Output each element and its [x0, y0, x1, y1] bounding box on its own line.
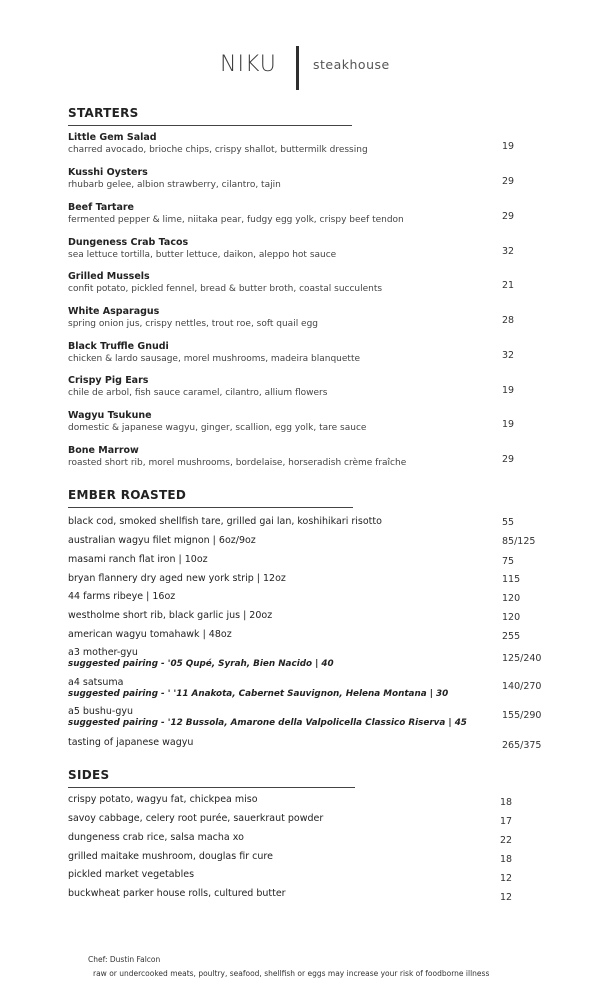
- menu-item-price: 22: [500, 835, 513, 846]
- menu-row: grilled maitake mushroom, douglas fir cure: [68, 851, 273, 862]
- menu-item-price: 18: [500, 797, 513, 808]
- menu-row: black cod, smoked shellfish tare, grilled gai lan, koshihikari risotto: [68, 516, 382, 527]
- section-rule-starters: [68, 125, 352, 126]
- menu-item-price: 18: [500, 854, 513, 865]
- brand-header: [0, 46, 612, 96]
- menu-item-name: Wagyu Tsukune: [68, 410, 152, 421]
- menu-item-name: White Asparagus: [68, 306, 160, 317]
- menu-row: tasting of japanese wagyu: [68, 737, 194, 748]
- menu-item-desc: spring onion jus, crispy nettles, trout roe, soft quail egg: [68, 319, 319, 329]
- menu-item-price: 12: [500, 873, 513, 884]
- menu-item-name: Kusshi Oysters: [68, 167, 148, 178]
- menu-item-name: Crispy Pig Ears: [68, 375, 149, 386]
- menu-row: buckwheat parker house rolls, cultured butter: [68, 888, 286, 899]
- menu-item-desc: sea lettuce tortilla, butter lettuce, daikon, aleppo hot sauce: [68, 250, 337, 260]
- menu-item-price: 155/290: [502, 710, 542, 721]
- menu-item-desc: domestic & japanese wagyu, ginger, scallion, egg yolk, tare sauce: [68, 423, 367, 433]
- menu-item-name: Dungeness Crab Tacos: [68, 237, 189, 248]
- menu-row: westholme short rib, black garlic jus | 20oz: [68, 610, 273, 621]
- menu-item-price: 28: [502, 315, 515, 326]
- menu-item-desc: chile de arbol, fish sauce caramel, cilantro, allium flowers: [68, 388, 328, 398]
- menu-item-name: Grilled Mussels: [68, 271, 150, 282]
- menu-item-desc: confit potato, pickled fennel, bread & butter broth, coastal succulents: [68, 284, 383, 294]
- menu-item-price: 29: [502, 454, 515, 465]
- menu-item-name: Black Truffle Gnudi: [68, 341, 169, 352]
- menu-item-black-truffle-gnudi: [68, 341, 538, 365]
- menu-item-price: 75: [502, 556, 515, 567]
- menu-row: crispy potato, wagyu fat, chickpea miso: [68, 794, 258, 805]
- menu-item-price: 19: [502, 385, 515, 396]
- menu-item-price: 140/270: [502, 681, 542, 692]
- menu-item-price: 29: [502, 211, 515, 222]
- menu-item-grilled-mussels: [68, 271, 538, 295]
- menu-row: 44 farms ribeye | 16oz: [68, 591, 176, 602]
- menu-item-price: 55: [502, 517, 515, 528]
- menu-item-desc: chicken & lardo sausage, morel mushrooms, madeira blanquette: [68, 354, 361, 364]
- brand-name: NIKU: [220, 52, 277, 77]
- menu-item-price: 120: [502, 593, 521, 604]
- menu-item-price: 85/125: [502, 536, 536, 547]
- menu-item-price: 32: [502, 350, 515, 361]
- menu-row: bryan flannery dry aged new york strip | 12oz: [68, 573, 286, 584]
- menu-item-price: 265/375: [502, 740, 542, 751]
- menu-item-desc: rhubarb gelee, albion strawberry, cilantro, tajin: [68, 180, 281, 190]
- menu-row-name: a5 bushu-gyu: [68, 706, 134, 717]
- menu-item-price: 255: [502, 631, 521, 642]
- brand-subtitle: steakhouse: [313, 57, 390, 72]
- menu-item-desc: charred avocado, brioche chips, crispy shallot, buttermilk dressing: [68, 145, 368, 155]
- section-title-sides: SIDES: [68, 768, 110, 782]
- menu-item-price: 12: [500, 892, 513, 903]
- menu-item-price: 125/240: [502, 653, 542, 664]
- menu-row: australian wagyu filet mignon | 6oz/9oz: [68, 535, 256, 546]
- wine-pairing: suggested pairing - '12 Bussola, Amarone della Valpolicella Classico Riserva | 45: [68, 718, 467, 728]
- menu-row: savoy cabbage, celery root purée, sauerkraut powder: [68, 813, 324, 824]
- menu-item-price: 115: [502, 574, 521, 585]
- menu-item-price: 19: [502, 141, 515, 152]
- menu-item-price: 29: [502, 176, 515, 187]
- menu-item-wagyu-tsukune: [68, 410, 538, 434]
- menu-row-name: a4 satsuma: [68, 677, 124, 688]
- menu-row: pickled market vegetables: [68, 869, 195, 880]
- menu-item-bone-marrow: [68, 445, 538, 469]
- menu-item-little-gem-salad: [68, 132, 538, 156]
- menu-row-a4-satsuma: [68, 677, 448, 700]
- food-safety-warning: raw or undercooked meats, poultry, seafood, shellfish or eggs may increase your risk of foodborne illness: [93, 969, 490, 978]
- section-title-ember-roasted: EMBER ROASTED: [68, 488, 187, 502]
- menu-row-a3-mother-gyu: [68, 647, 334, 670]
- menu-row: american wagyu tomahawk | 48oz: [68, 629, 232, 640]
- menu-item-name: Bone Marrow: [68, 445, 139, 456]
- section-rule-ember-roasted: [68, 507, 353, 508]
- menu-item-price: 21: [502, 280, 515, 291]
- chef-credit: Chef: Dustin Falcon: [88, 955, 161, 964]
- section-rule-sides: [68, 787, 355, 788]
- menu-item-crispy-pig-ears: [68, 375, 538, 399]
- menu-item-name: Little Gem Salad: [68, 132, 157, 143]
- section-title-starters: STARTERS: [68, 106, 139, 120]
- brand-divider: [296, 46, 299, 90]
- menu-item-desc: fermented pepper & lime, niitaka pear, fudgy egg yolk, crispy beef tendon: [68, 215, 404, 225]
- menu-item-price: 19: [502, 419, 515, 430]
- menu-item-beef-tartare: [68, 202, 538, 226]
- menu-row: dungeness crab rice, salsa macha xo: [68, 832, 244, 843]
- menu-item-kusshi-oysters: [68, 167, 538, 191]
- menu-item-desc: roasted short rib, morel mushrooms, bordelaise, horseradish crème fraîche: [68, 458, 407, 468]
- menu-item-price: 32: [502, 246, 515, 257]
- menu-item-price: 17: [500, 816, 513, 827]
- menu-row-a5-bushu-gyu: [68, 706, 467, 729]
- menu-item-white-asparagus: [68, 306, 538, 330]
- menu-item-name: Beef Tartare: [68, 202, 134, 213]
- wine-pairing: suggested pairing - '05 Qupé, Syrah, Bien Nacido | 40: [68, 659, 334, 669]
- menu-row: masami ranch flat iron | 10oz: [68, 554, 208, 565]
- menu-row-name: a3 mother-gyu: [68, 647, 138, 658]
- menu-item-dungeness-crab-tacos: [68, 237, 538, 261]
- wine-pairing: suggested pairing - ' '11 Anakota, Cabernet Sauvignon, Helena Montana | 30: [68, 689, 449, 699]
- menu-item-price: 120: [502, 612, 521, 623]
